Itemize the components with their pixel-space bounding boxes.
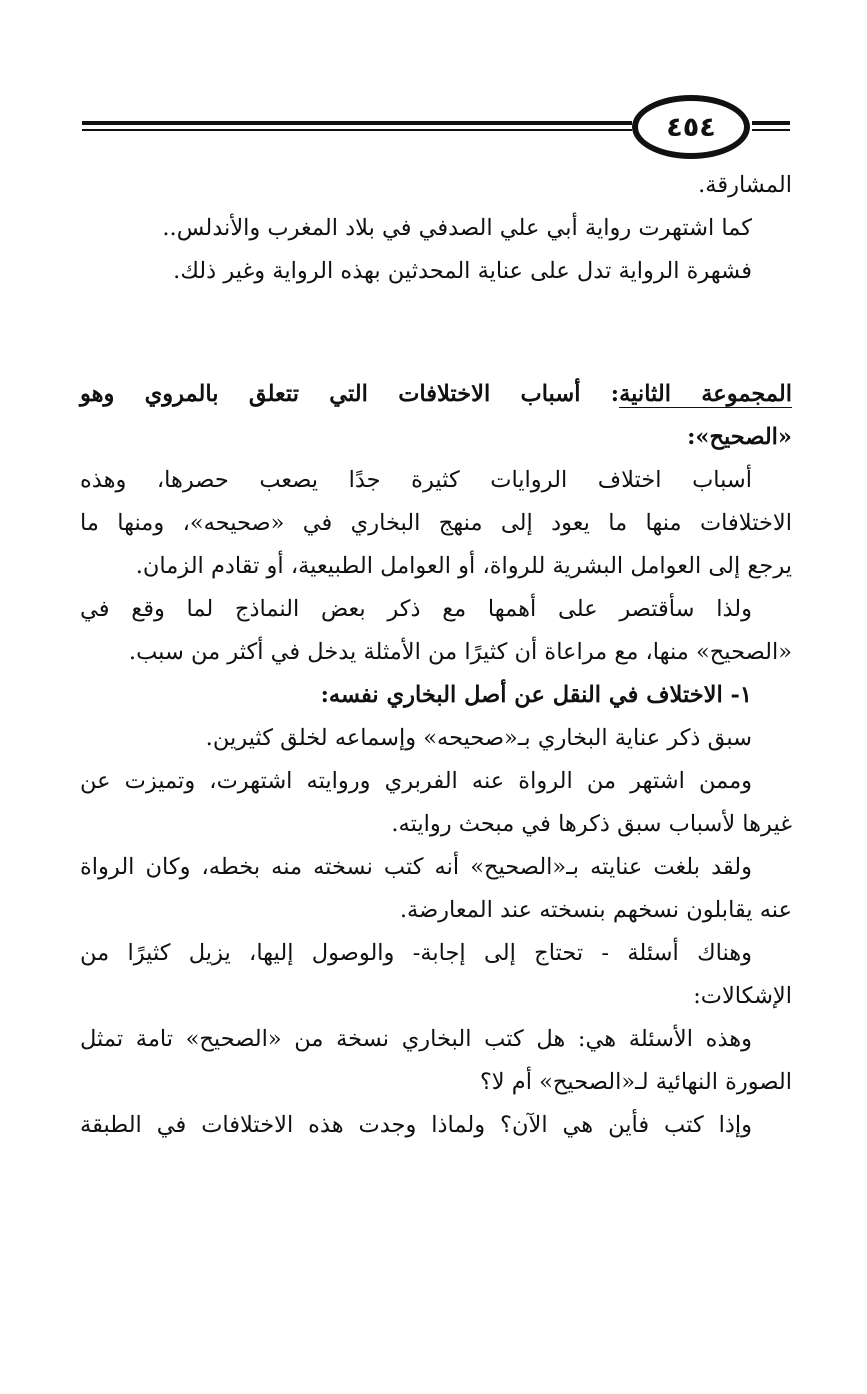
text-line: الاختلافات منها ما يعود إلى منهج البخاري في «صحيحه»، ومنها ما (80, 510, 792, 536)
text-line: يرجع إلى العوامل البشرية للرواة، أو العوامل الطبيعية، أو تقادم الزمان. (135, 553, 792, 579)
header-rule-thick-right (752, 121, 790, 125)
section-heading (80, 373, 792, 459)
header-rule-thin (82, 129, 632, 131)
text-line: سبق ذكر عناية البخاري بـ«صحيحه» وإسماعه لخلق كثيرين. (205, 725, 752, 751)
text-line: وهذه الأسئلة هي: هل كتب البخاري نسخة من «الصحيح» تامة تمثل (80, 1026, 752, 1052)
text-line: ولقد بلغت عنايته بـ«الصحيح» أنه كتب نسخته منه بخطه، وكان الرواة (80, 854, 752, 880)
header-rule-thick (82, 121, 632, 125)
text-line: عنه يقابلون نسخهم بنسخته عند المعارضة. (399, 897, 792, 923)
page-number-oval (632, 95, 750, 159)
section-heading-line2: «الصحيح»: (687, 424, 792, 450)
page-number: ٤٥٤ (666, 111, 716, 143)
text-line: الصورة النهائية لـ«الصحيح» أم لا؟ (479, 1069, 792, 1095)
intro-block (80, 164, 792, 293)
text-line: «الصحيح» منها، مع مراعاة أن كثيرًا من الأمثلة يدخل في أكثر من سبب. (128, 639, 792, 665)
text-line: ولذا سأقتصر على أهمها مع ذكر بعض النماذج لما وقع في (80, 596, 752, 622)
section-heading-label: المجموعة الثانية (619, 381, 793, 407)
text-line: كما اشتهرت رواية أبي علي الصدفي في بلاد المغرب والأندلس.. (162, 215, 752, 241)
body-text (80, 459, 792, 1147)
section-heading-separator: : (580, 381, 620, 407)
section-heading-line (80, 373, 792, 416)
text-line: الإشكالات: (693, 983, 792, 1009)
text-line: المشارقة. (698, 172, 792, 198)
text-line: فشهرة الرواية تدل على عناية المحدثين بهذه الرواية وغير ذلك. (173, 258, 752, 284)
section-heading-title: أسباب الاختلافات التي تتعلق بالمروي وهو (80, 381, 581, 407)
header-rule-thin-right (752, 129, 790, 131)
text-line: وممن اشتهر من الرواة عنه الفربري وروايته اشتهرت، وتميزت عن (80, 768, 752, 794)
text-line: غيرها لأسباب سبق ذكرها في مبحث روايته. (391, 811, 792, 837)
text-line: وإذا كتب فأين هي الآن؟ ولماذا وجدت هذه الاختلافات في الطبقة (80, 1112, 752, 1138)
text-line: أسباب اختلاف الروايات كثيرة جدًا يصعب حصرها، وهذه (80, 467, 752, 493)
subheading: ١- الاختلاف في النقل عن أصل البخاري نفسه: (320, 682, 752, 708)
text-line: وهناك أسئلة - تحتاج إلى إجابة- والوصول إليها، يزيل كثيرًا من (80, 940, 752, 966)
